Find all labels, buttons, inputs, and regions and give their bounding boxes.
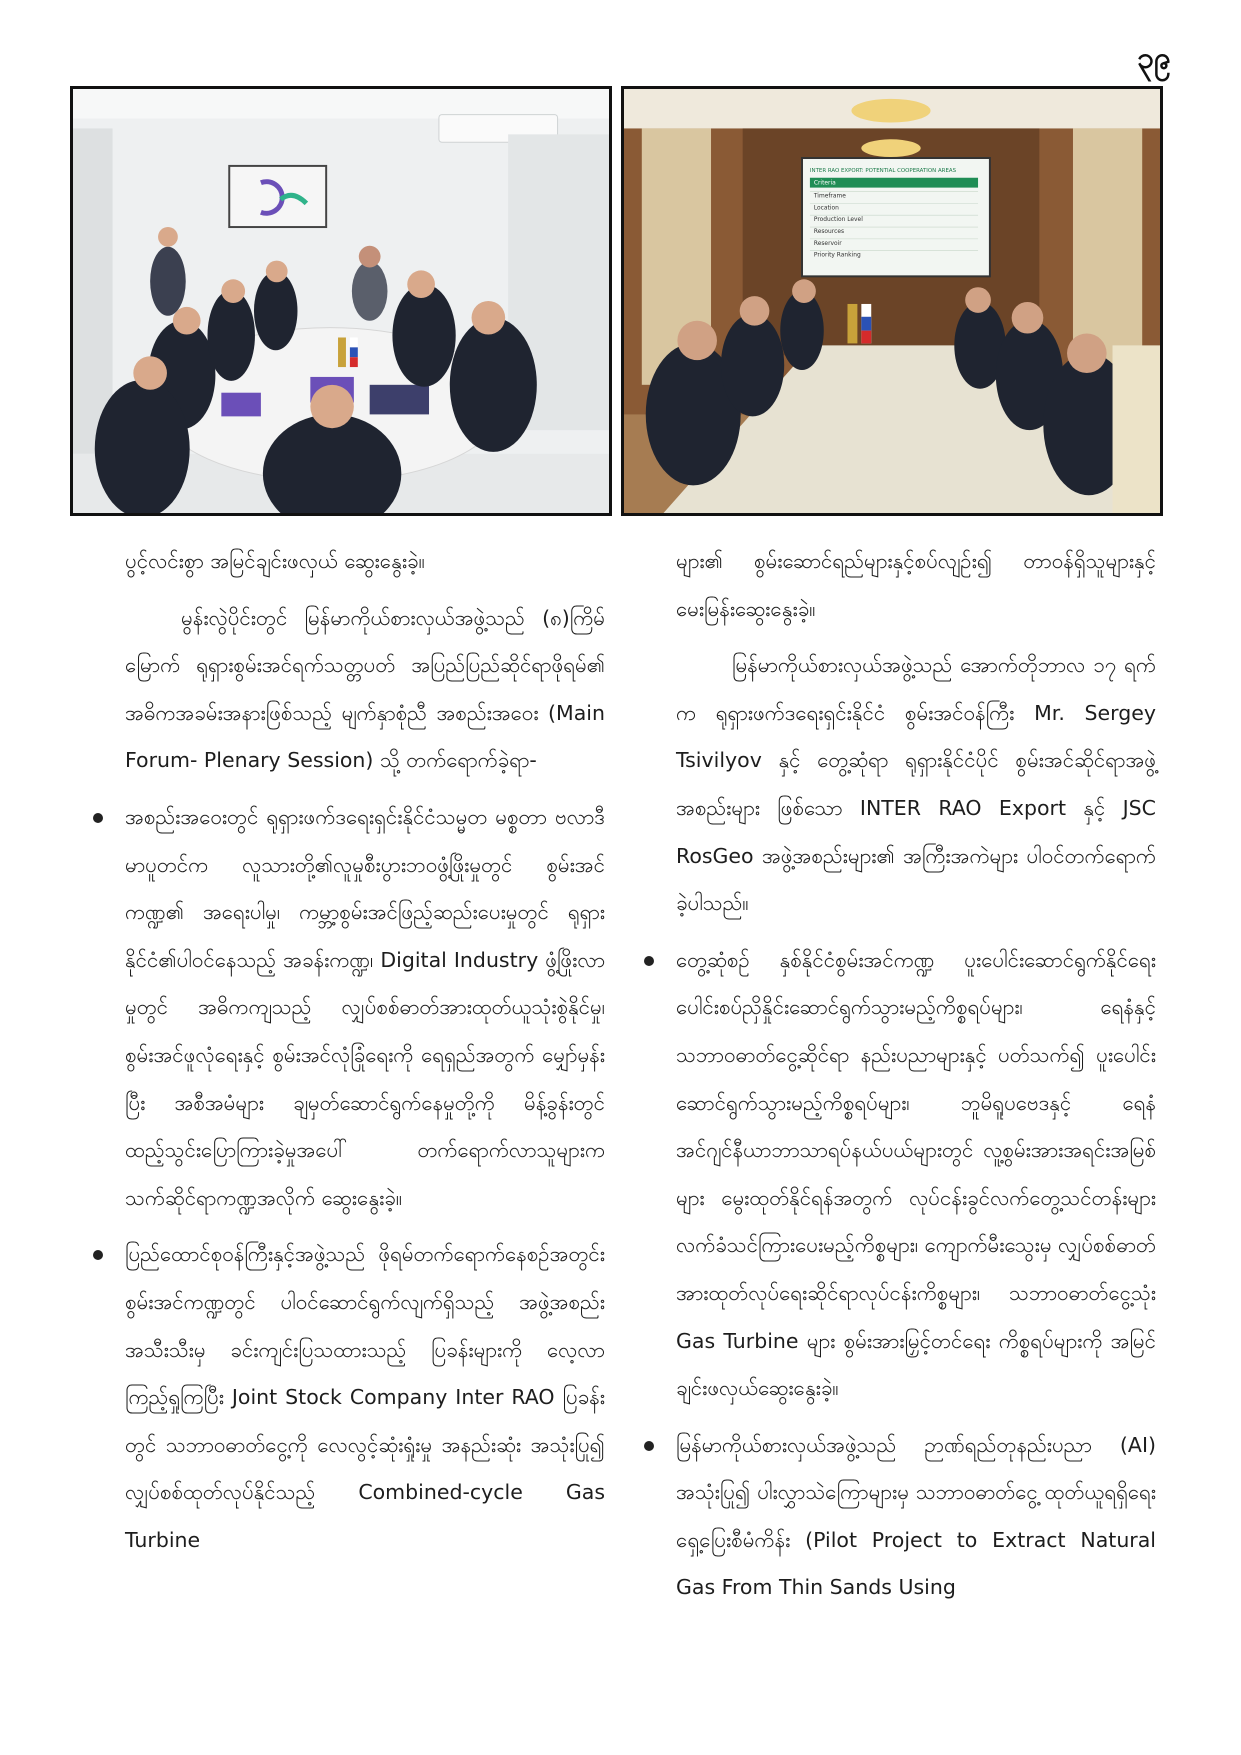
left-bullet-text: ပြည်ထောင်စုဝန်ကြီးနှင့်အဖွဲ့သည် ဖိုရမ်တက်ရောက်နေစဉ်အတွင်း စွမ်းအင်ကဏ္ဍတွင် ပါဝင်ဆောင်ရွက်လျက်ရှိသည့် အဖွဲ့အစည်းအသီးသီးမှ ခင်းကျင်းပြသထားသည့် ပြခန်းများကို လေ့လာကြည့်ရှုကြပြီး Joint Stock Company Inter RAO ပြခန်းတွင် သဘာဝဓာတ်ငွေ့ကို လေလွင့်ဆုံးရှုံးမှု အနည်းဆုံး အသုံးပြု၍ လျှပ်စစ်ထုတ်လုပ်နိုင်သည့် Combined-cycle Gas Turbine — [125, 1242, 605, 1552]
bullet-icon — [93, 813, 103, 823]
bullet-icon — [644, 1441, 654, 1451]
left-bullet-list — [125, 794, 605, 1565]
meeting-photo-forum — [70, 86, 612, 516]
page-number: ၃၉ — [1137, 41, 1171, 76]
left-text-column — [125, 538, 605, 1573]
right-bullet-list — [676, 937, 1156, 1612]
bullet-icon — [644, 956, 654, 966]
screen-row-2: Location — [813, 205, 839, 212]
right-text-column — [676, 538, 1156, 1621]
left-bullet-item — [125, 1231, 605, 1564]
left-bullet-text: အစည်းအဝေးတွင် ရုရှားဖက်ဒရေးရှင်းနိုင်ငံသမ္မတ မစ္စတာ ဗလာဒီမာပူတင်က လူသားတို့၏လူမှုစီးပွားဘဝဖွံ့ဖြိုးမှုတွင် စွမ်းအင်ကဏ္ဍ၏ အရေးပါမှု၊ ကမ္ဘာ့စွမ်းအင်ဖြည့်ဆည်းပေးမှုတွင် ရုရှားနိုင်ငံ၏ပါဝင်နေသည့် အခန်းကဏ္ဍ၊ Digital Industry ဖွံ့ဖြိုးလာမှုတွင် အဓိကကျသည့် လျှပ်စစ်ဓာတ်အားထုတ်ယူသုံးစွဲနိုင်မှု၊ စွမ်းအင်ဖူလုံရေးနှင့် စွမ်းအင်လုံခြုံရေးကို ရေရှည်အတွက် မျှော်မှန်းပြီး အစီအမံများ ချမှတ်ဆောင်ရွက်နေမှုတို့ကို မိန့်ခွန်းတွင်ထည့်သွင်းပြောကြားခဲ့မှုအပေါ် တက်ရောက်လာသူများက သက်ဆိုင်ရာကဏ္ဍအလိုက် ဆွေးနွေးခဲ့။ — [125, 804, 605, 1210]
screen-row-1: Timeframe — [813, 193, 846, 200]
right-bullet-text: တွေ့ဆုံစဉ် နှစ်နိုင်ငံစွမ်းအင်ကဏ္ဍ ပူးပေါင်းဆောင်ရွက်နိုင်ရေး ပေါင်းစပ်ညှိနှိုင်းဆောင်ရွက်သွားမည့်ကိစ္စရပ်များ၊ ရေနံနှင့်သဘာဝဓာတ်ငွေ့ဆိုင်ရာ နည်းပညာများနှင့် ပတ်သက်၍ ပူးပေါင်းဆောင်ရွက်သွားမည့်ကိစ္စရပ်များ၊ ဘူမိရူပဗေဒနှင့် ရေနံအင်ဂျင်နီယာဘာသာရပ်နယ်ပယ်များတွင် လူ့စွမ်းအားအရင်းအမြစ်များ မွေးထုတ်နိုင်ရန်အတွက် လုပ်ငန်းခွင်လက်တွေ့သင်တန်းများ လက်ခံသင်ကြားပေးမည့်ကိစ္စများ၊ ကျောက်မီးသွေးမှ လျှပ်စစ်ဓာတ်အားထုတ်လုပ်ရေးဆိုင်ရာလုပ်ငန်းကိစ္စများ၊ သဘာဝဓာတ်ငွေ့သုံး Gas Turbine များ စွမ်းအားမြှင့်တင်ရေး ကိစ္စရပ်များကို အမြင်ချင်းဖလှယ်ဆွေးနွေးခဲ့။ — [676, 947, 1156, 1401]
right-lead-line: များ၏ စွမ်းဆောင်ရည်များနှင့်စပ်လျဉ်း၍ တာဝန်ရှိသူများနှင့် မေးမြန်းဆွေးနွေးခဲ့။ — [676, 549, 1156, 621]
bullet-icon — [93, 1250, 103, 1260]
meeting-photo-forum-illustration — [73, 89, 609, 513]
screen-row-5: Reservoir — [813, 240, 842, 247]
left-intro-paragraph: မွန်းလွဲပိုင်းတွင် မြန်မာကိုယ်စားလှယ်အဖွဲ့သည် (၈)ကြိမ်မြောက် ရုရှားစွမ်းအင်ရက်သတ္တပတ် အပြည်ပြည်ဆိုင်ရာဖိုရမ်၏ အဓိကအခမ်းအနားဖြစ်သည့် မျက်နှာစုံညီ အစည်းအဝေး (Main Forum- Plenary Session) သို့ တက်ရောက်ခဲ့ရာ- — [125, 605, 605, 773]
right-bullet-item — [676, 1422, 1156, 1612]
screen-row-3: Production Level — [813, 217, 863, 224]
screen-row-4: Resources — [813, 228, 845, 235]
left-bullet-item — [125, 794, 605, 1222]
screen-title: INTER RAO EXPORT: POTENTIAL COOPERATION AREAS — [809, 167, 957, 174]
right-bullet-text: မြန်မာကိုယ်စားလှယ်အဖွဲ့သည် ဉာဏ်ရည်တုနည်းပညာ (AI) အသုံးပြု၍ ပါးလွှာသဲကြောများမှ သဘာဝဓာတ်ငွေ့ ထုတ်ယူရရှိရေး ရှေ့ပြေးစီမံကိန်း (Pilot Project to Extract Natural Gas From Thin Sands Using — [676, 1432, 1156, 1600]
meeting-photo-ministry — [621, 86, 1163, 516]
screen-row-0: Criteria — [813, 180, 836, 187]
meeting-photo-ministry-illustration — [624, 89, 1160, 513]
right-intro-paragraph: မြန်မာကိုယ်စားလှယ်အဖွဲ့သည် အောက်တိုဘာလ ၁၇ ရက်က ရုရှားဖက်ဒရေးရှင်းနိုင်ငံ စွမ်းအင်ဝန်ကြီး Mr. Sergey Tsivilyov နှင့် တွေ့ဆုံရာ ရုရှားနိုင်ငံပိုင် စွမ်းအင်ဆိုင်ရာအဖွဲ့အစည်းများ ဖြစ်သော INTER RAO Export နှင့် JSC RosGeo အဖွဲ့အစည်းများ၏ အကြီးအကဲများ ပါဝင်တက်ရောက်ခဲ့ပါသည်။ — [676, 653, 1156, 916]
right-bullet-item — [676, 937, 1156, 1413]
screen-row-6: Priority Ranking — [813, 252, 861, 259]
left-lead-line: ပွင့်လင်းစွာ အမြင်ချင်းဖလှယ် ဆွေးနွေးခဲ့။ — [125, 549, 425, 573]
